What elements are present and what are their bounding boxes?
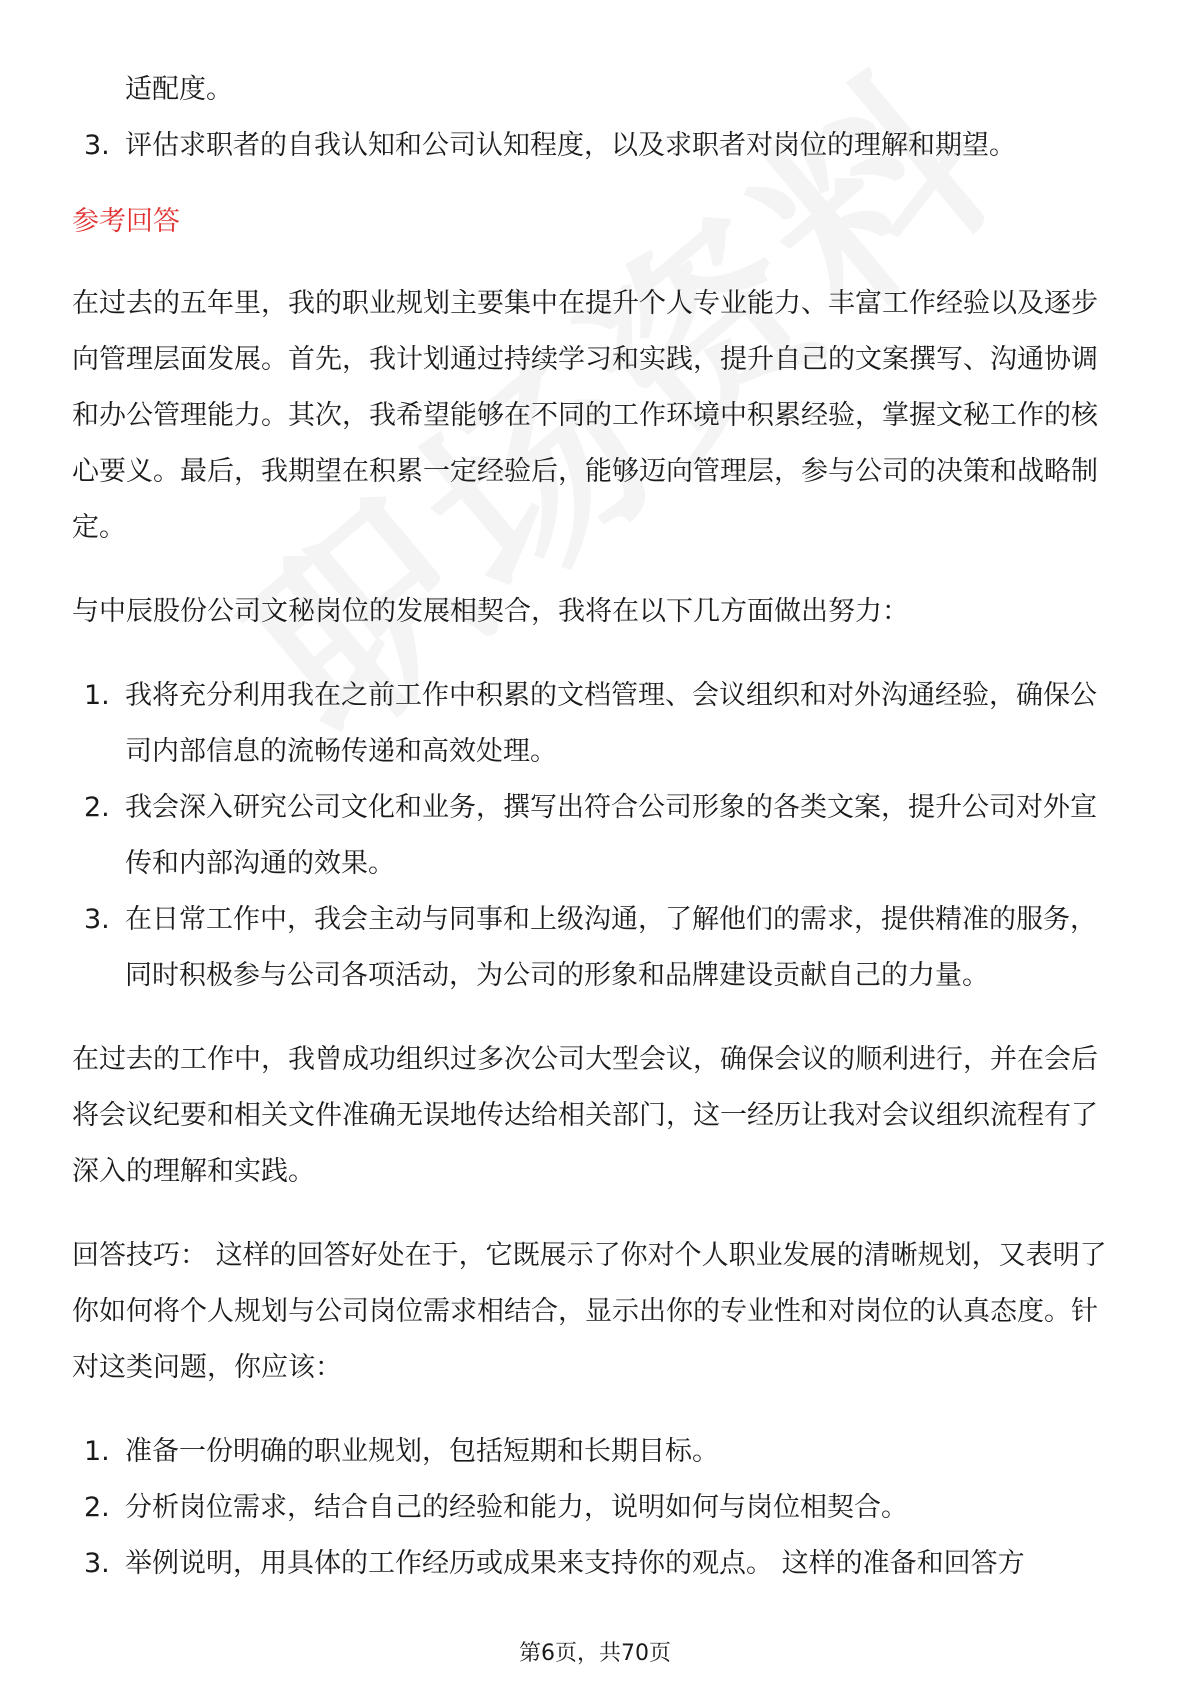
paragraph: 在过去的工作中，我曾成功组织过多次公司大型会议，确保会议的顺利进行，并在会后将会议纪要和相关文件准确无误地传达给相关部门，这一经历让我对会议组织流程有了深入的理解和实践。 <box>72 1044 1098 1187</box>
paragraph: 在过去的五年里，我的职业规划主要集中在提升个人专业能力、丰富工作经验以及逐步向管理层面发展。首先，我计划通过持续学习和实践，提升自己的文案撰写、沟通协调和办公管理能力。其次，我希望能够在不同的工作环境中积累经验，掌握文秘工作的核心要义。最后，我期望在积累一定经验后，能够迈向管理层，参与公司的决策和战略制定。 <box>72 288 1098 543</box>
list-item <box>72 668 1122 780</box>
list-item <box>72 1424 1122 1480</box>
list-item <box>72 118 1122 174</box>
page-number-footer: 第6页，共70页 <box>519 1641 671 1666</box>
list-item-text: 我会深入研究公司文化和业务，撰写出符合公司形象的各类文案，提升公司对外宣传和内部沟通的效果。 <box>125 792 1097 879</box>
list-number: 1. <box>84 680 110 711</box>
answer-heading: 参考回答 <box>72 206 180 237</box>
list-number: 3. <box>84 1548 110 1579</box>
list-number: 3. <box>84 904 110 935</box>
list-item <box>72 1480 1122 1536</box>
list-item-text: 准备一份明确的职业规划，包括短期和长期目标。 <box>125 1436 719 1467</box>
list-item-text: 在日常工作中，我会主动与同事和上级沟通，了解他们的需求，提供精准的服务，同时积极参与公司各项活动，为公司的形象和品牌建设贡献自己的力量。 <box>125 904 1097 991</box>
paragraph: 回答技巧： 这样的回答好处在于，它既展示了你对个人职业发展的清晰规划，又表明了你如何将个人规划与公司岗位需求相结合，显示出你的专业性和对岗位的认真态度。针对这类问题，你应该： <box>72 1240 1107 1383</box>
list-item-continuation: 适配度。 <box>125 74 233 105</box>
list-item <box>72 892 1122 1004</box>
intro-list <box>72 118 1122 174</box>
list-item <box>72 1536 1122 1592</box>
list-number: 2. <box>84 1492 110 1523</box>
list-item-text: 我将充分利用我在之前工作中积累的文档管理、会议组织和对外沟通经验，确保公司内部信息的流畅传递和高效处理。 <box>125 680 1097 767</box>
effort-list <box>72 668 1122 1004</box>
list-number: 3. <box>84 130 110 161</box>
tips-list <box>72 1424 1122 1592</box>
list-item-text: 分析岗位需求，结合自己的经验和能力，说明如何与岗位相契合。 <box>125 1492 908 1523</box>
list-item <box>72 780 1122 892</box>
list-number: 1. <box>84 1436 110 1467</box>
paragraph: 与中辰股份公司文秘岗位的发展相契合，我将在以下几方面做出努力： <box>72 596 909 627</box>
list-item-text: 评估求职者的自我认知和公司认知程度，以及求职者对岗位的理解和期望。 <box>125 130 1016 161</box>
page-content <box>72 62 1122 1620</box>
list-item-text: 举例说明，用具体的工作经历或成果来支持你的观点。 这样的准备和回答方 <box>125 1548 1025 1579</box>
list-number: 2. <box>84 792 110 823</box>
